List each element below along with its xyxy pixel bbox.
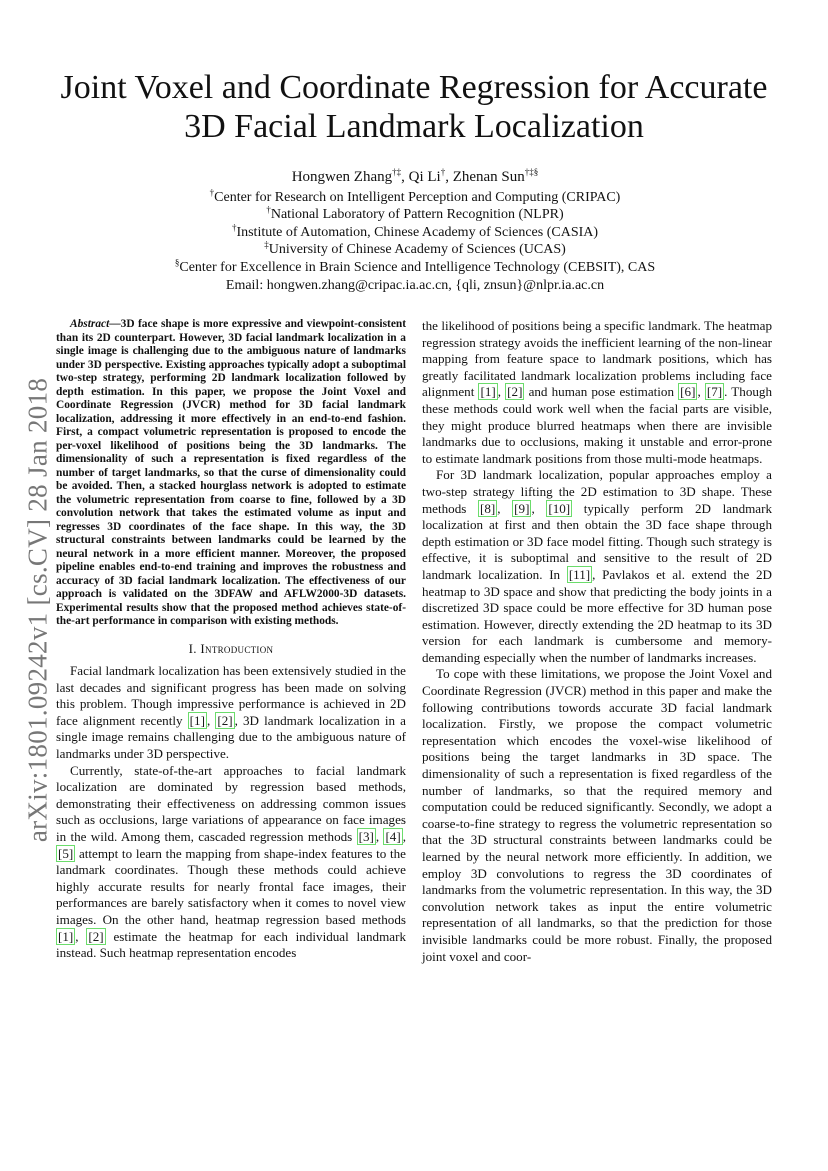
affiliation-text: National Laboratory of Pattern Recognition (NLPR) xyxy=(270,207,564,223)
text-run: , xyxy=(375,829,384,845)
text-run: typically perform 2D landmark localization at first and then obtain the 3D face shape through depth estimation or 3D face model fitting. Though such strategy is effective, it is suboptimal and sensitive to the result of 2D landmark localization. In xyxy=(422,500,773,582)
left-column xyxy=(56,318,406,962)
citation-link[interactable]: [11] xyxy=(568,566,591,582)
affiliation-mark: † xyxy=(266,204,271,215)
author-line xyxy=(60,169,770,187)
affiliation xyxy=(60,224,770,242)
citation-link[interactable]: [7] xyxy=(706,384,723,400)
citation-link[interactable]: [9] xyxy=(514,500,530,516)
affiliation xyxy=(60,259,770,277)
author-name-3: , Zhenan Sun xyxy=(445,169,525,185)
text-run: and human pose estimation xyxy=(524,384,679,400)
citation-link[interactable]: [8] xyxy=(479,500,496,516)
author-marks-3: †‡§ xyxy=(524,167,539,177)
title-line-2: 3D Facial Landmark Localization xyxy=(184,108,644,145)
intro-paragraph-3 xyxy=(422,467,772,666)
text-run: , 3D landmark localization in a single image remains challenging due to the ambiguous nature of landmarks under 3D perspective. xyxy=(56,712,406,762)
citation-link[interactable]: [1] xyxy=(189,712,205,728)
text-run: estimate the heatmap for each individual landmark instead. Such heatmap representation encodes xyxy=(56,928,407,961)
text-run: , xyxy=(206,712,216,728)
intro-paragraph-1 xyxy=(56,663,406,763)
citation-link[interactable]: [10] xyxy=(548,500,571,516)
text-run: , xyxy=(531,500,547,516)
abstract-text: 3D face shape is more expressive and viewpoint-consistent than its 2D counterpart. However, 3D facial landmark localization in a single image is challenging due to the ambiguous nature of landmarks under 3D perspective. Existing approaches typically adopt a suboptimal two-step strategy, performing 2D landmark localization followed by depth estimation. In this paper, we propose the Joint Voxel and Coordinate Regression (JVCR) method for 3D facial landmark localization, addressing it more effectively in an end-to-end fashion. First, a compact volumetric representation is proposed to encode the per-voxel likelihood of positions being the 3D landmarks. The dimensionality of such a representation is fixed regardless of the number of target landmarks, so that the curse of dimensionality could be avoided. Then, a stacked hourglass network is adopted to estimate the volumetric representation from coarse to fine, followed by a 3D convolution network that takes the estimated volume as input and regresses 3D coordinates of the face shape. In this way, the 3D structural constraints between landmarks could be learned by the neural network in a more efficient manner. Moreover, the proposed pipeline enables end-to-end training and improves the robustness and accuracy of 3D facial landmark localization. The effectiveness of our approach is validated on the 3DFAW and AFLW2000-3D datasets. Experimental results show that the proposed method achieves state-of-the-art performance in comparison with existing methods. xyxy=(56,318,406,627)
section-numeral: I. xyxy=(188,640,201,656)
text-run: Currently, state-of-the-art approaches to facial landmark localization are dominated by regression based methods, demonstrating their effectiveness on addressing common issues such as occlusions, large variations of appearance on face images in the wild. Among them, cascaded regression methods xyxy=(56,762,406,845)
section-heading-introduction xyxy=(56,641,406,658)
text-run: , Pavlakos et al. extend the 2D heatmap to 3D space and show that predicting the body joints in a discretized 3D space could be more effective for 3D human pose estimation. However, directly extending the 2D heatmap to its 3D version for each landmark is cumbersome and memory-demanding especially when the number of landmarks increases. xyxy=(422,566,772,665)
text-run: For 3D landmark localization, popular approaches employ a two-step strategy lifting the 2D estimation to 3D shape. These methods xyxy=(422,467,772,516)
citation-link[interactable]: [1] xyxy=(480,384,496,400)
citation-link[interactable]: [2] xyxy=(217,712,233,728)
citation-link[interactable]: [5] xyxy=(58,845,74,861)
affiliation xyxy=(60,241,770,259)
affiliation-text: Center for Excellence in Brain Science and Intelligence Technology (CEBSIT), CAS xyxy=(179,259,656,275)
affiliation-mark: § xyxy=(174,257,180,268)
intro-paragraph-2 xyxy=(56,763,406,962)
arxiv-identifier: arXiv:1801.09242v1 [cs.CV] 28 Jan 2018 xyxy=(22,377,53,843)
affiliation-text: Center for Research on Intelligent Perception and Computing (CRIPAC) xyxy=(214,189,621,205)
affiliation-mark: † xyxy=(231,222,237,233)
text-run: Facial landmark localization has been extensively studied in the last decades and significant progress has been made on solving this problem. Though impressive performance is achieved in 2D face alignment recently xyxy=(56,663,406,728)
text-run: . Though these methods could work well when the facial parts are visible, they might produce blurred heatmaps when there are invisible landmarks due to occlusions, making it unstable and error-prone to estimate landmark positions from those multi-mode heatmaps. xyxy=(422,384,773,466)
abstract xyxy=(56,318,406,629)
paper-title xyxy=(40,68,788,146)
citation-link[interactable]: [1] xyxy=(58,928,74,944)
text-run: , xyxy=(497,500,513,516)
citation-link[interactable]: [2] xyxy=(88,928,104,944)
affiliation xyxy=(60,206,770,224)
affiliation-mark: † xyxy=(209,186,215,197)
author-marks-2: † xyxy=(440,167,446,177)
author-name-1: Hongwen Zhang xyxy=(291,169,393,185)
text-run: , xyxy=(75,928,87,944)
section-name: Introduction xyxy=(200,640,274,656)
text-run: , xyxy=(497,384,506,400)
author-block xyxy=(60,169,770,294)
text-run: , xyxy=(697,384,705,400)
abstract-dash: — xyxy=(109,318,121,330)
citation-link[interactable]: [2] xyxy=(507,384,523,400)
affiliation-text: Institute of Automation, Chinese Academy of Sciences (CASIA) xyxy=(236,224,599,240)
intro-paragraph-2-continued xyxy=(422,318,772,467)
title-line-1: Joint Voxel and Coordinate Regression for Accurate xyxy=(60,69,768,106)
citation-link[interactable]: [3] xyxy=(358,829,374,845)
affiliation xyxy=(60,186,770,207)
abstract-label: Abstract xyxy=(70,318,110,330)
text-run: attempt to learn the mapping from shape-index features to the landmark coordinates. Though these methods could achieve highly accurate results for nearly frontal face images, their performances are barely satisfactory when it comes to novel view images. On the other hand, heatmap regression based methods xyxy=(56,845,406,927)
intro-paragraph-4: To cope with these limitations, we propose the Joint Voxel and Coordinate Regression (JVCR) method in this paper and make the following contributions towords accurate 3D facial landmark localization. Firstly, we propose the compact volumetric representation which encodes the voxel-wise likelihood of positions being the target landmarks in 3D space. The dimensionality of such a representation is fixed regardless of the number of landmarks, so that the required memory and computation could be reduced significantly. Secondly, we adopt a coarse-to-fine strategy to regress the volumetric representation so that the 3D structural constraints between landmarks could be learned by the neural network more efficiently. In addition, we employ 3D convolutions to regress the 3D coordinates of landmarks from the volumetric representation. In this way, the 3D convolution network takes as input the entire volumetric representation of all landmarks, so that the prediction for those invisible landmarks could be more robust. Finally, the proposed joint voxel and coor- xyxy=(422,666,772,964)
citation-link[interactable]: [4] xyxy=(385,829,401,845)
right-column xyxy=(422,318,772,965)
citation-link[interactable]: [6] xyxy=(680,384,696,400)
text-run: the likelihood of positions being a specific landmark. The heatmap regression strategy avoids the inefficient learning of the non-linear mapping from feature space to landmark positions, which has greatly facilitated landmark localization problems including face alignment xyxy=(422,318,772,400)
email-line: Email: hongwen.zhang@cripac.ia.ac.cn, {qli, znsun}@nlpr.ia.ac.cn xyxy=(225,277,605,293)
affiliation-text: University of Chinese Academy of Sciences (UCAS) xyxy=(268,242,566,258)
text-run: , xyxy=(402,829,406,845)
affiliation-mark: ‡ xyxy=(264,239,269,250)
author-marks-1: †‡ xyxy=(392,167,402,177)
author-name-2: , Qi Li xyxy=(401,169,441,185)
